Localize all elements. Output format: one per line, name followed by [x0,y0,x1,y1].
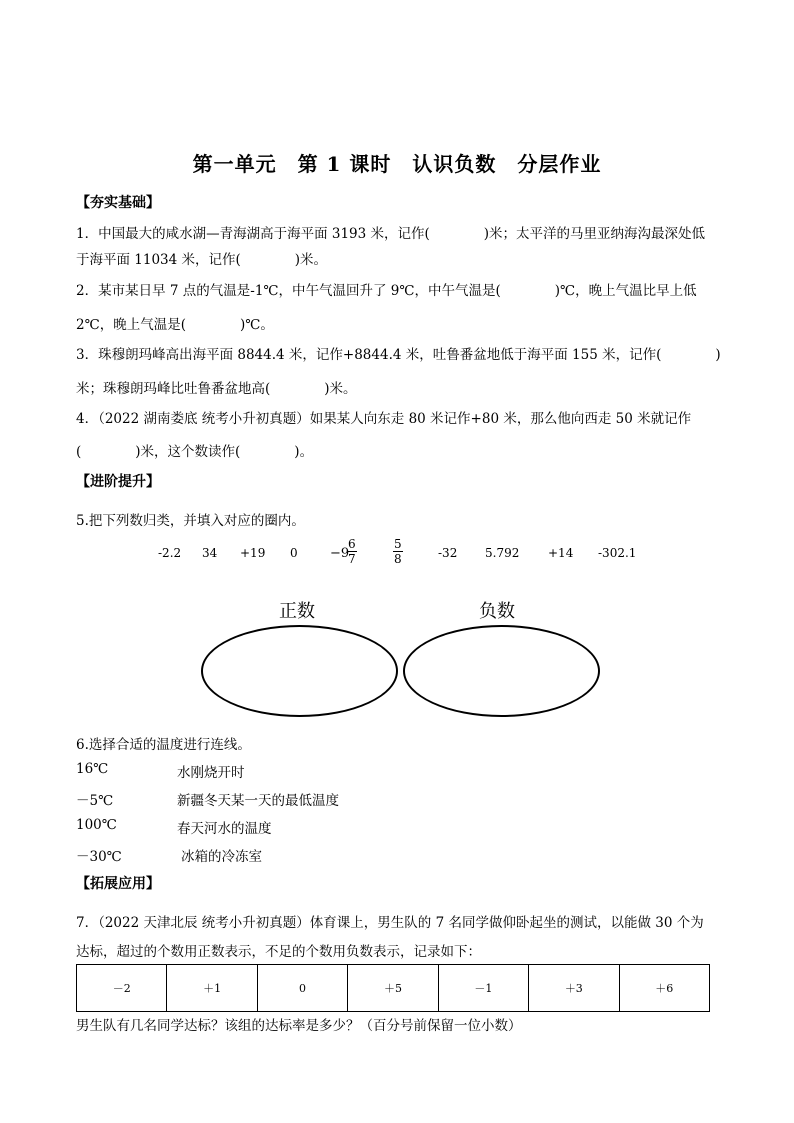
section-advanced: 【进阶提升】 [76,474,160,490]
table-cell: －2 [77,965,167,1012]
number-item: 0 [290,546,298,560]
desc-item: 春天河水的温度 [177,821,272,837]
q7-line1: 7．（2022 天津北辰 统考小升初真题）体育课上，男生队的 7 名同学做仰卧起坐的测试，以能做 30 个为 [76,915,704,931]
page-title: 第一单元 第 1 课时 认识负数 分层作业 [192,152,602,176]
q5-prompt: 5.把下列数归类，并填入对应的圈内。 [76,513,305,529]
temp-item: －30℃ [76,849,122,865]
table-cell: 0 [257,965,347,1012]
q3-line2: 米；珠穆朗玛峰比吐鲁番盆地高( )米。 [76,381,357,397]
number-item: -302.1 [598,546,637,560]
q2-line1: 2．某市某日早 7 点的气温是-1℃，中午气温回升了 9℃，中午气温是( )℃，晚上气温比早上低 [76,283,697,299]
table-cell: ＋3 [529,965,619,1012]
temp-item: 100℃ [76,817,117,833]
number-item: 5.792 [485,546,520,560]
desc-item: 新疆冬天某一天的最低温度 [177,793,339,809]
table-row [77,965,710,1012]
table-cell: ＋5 [348,965,438,1012]
temp-item: 16℃ [76,761,109,777]
q4-line2: ( )米，这个数读作( )。 [76,444,314,460]
q3-line1: 3．珠穆朗玛峰高出海平面 8844.4 米，记作+8844.4 米，吐鲁番盆地低于海平面 155 米，记作( ) [76,347,721,363]
q2-line2: 2℃，晚上气温是( )℃。 [76,317,274,333]
fraction-denominator: 7 [348,552,356,566]
temp-item: －5℃ [76,793,114,809]
number-item: +19 [240,546,266,560]
q1-line1: 1．中国最大的咸水湖—青海湖高于海平面 3193 米，记作( )米；太平洋的马里亚纳海沟最深处低 [76,226,706,242]
q7-question: 男生队有几名同学达标？该组的达标率是多少？（百分号前保留一位小数） [76,1018,522,1034]
mixed-number-fraction [347,537,357,566]
table-cell: ＋6 [619,965,709,1012]
q1-line2: 于海平面 11034 米，记作( )米。 [76,252,328,268]
positive-circle [201,625,398,717]
section-basic: 【夯实基础】 [76,195,160,211]
q6-prompt: 6.选择合适的温度进行连线。 [76,737,251,753]
section-extend: 【拓展应用】 [76,876,160,892]
table-cell: ＋1 [167,965,257,1012]
fraction-number [393,537,403,566]
number-item: 34 [202,546,218,560]
q4-line1: 4．（2022 湖南娄底 统考小升初真题）如果某人向东走 80 米记作+80 米，那么他向西走 50 米就记作 [76,411,692,427]
negative-label: 负数 [479,601,515,622]
desc-item: 冰箱的冷冻室 [181,849,262,865]
q7-line2: 达标，超过的个数用正数表示，不足的个数用负数表示，记录如下： [76,944,481,960]
number-item: +14 [548,546,574,560]
record-table [76,964,710,1012]
mixed-number-whole: −9 [330,546,350,561]
table-cell: －1 [438,965,528,1012]
negative-circle [403,625,600,717]
number-item: -32 [438,546,458,560]
fraction-numerator: 6 [348,537,356,551]
desc-item: 水刚烧开时 [177,765,245,781]
number-item: -2.2 [158,546,182,560]
fraction-numerator: 5 [394,537,402,551]
positive-label: 正数 [279,601,315,622]
fraction-denominator: 8 [394,552,402,566]
